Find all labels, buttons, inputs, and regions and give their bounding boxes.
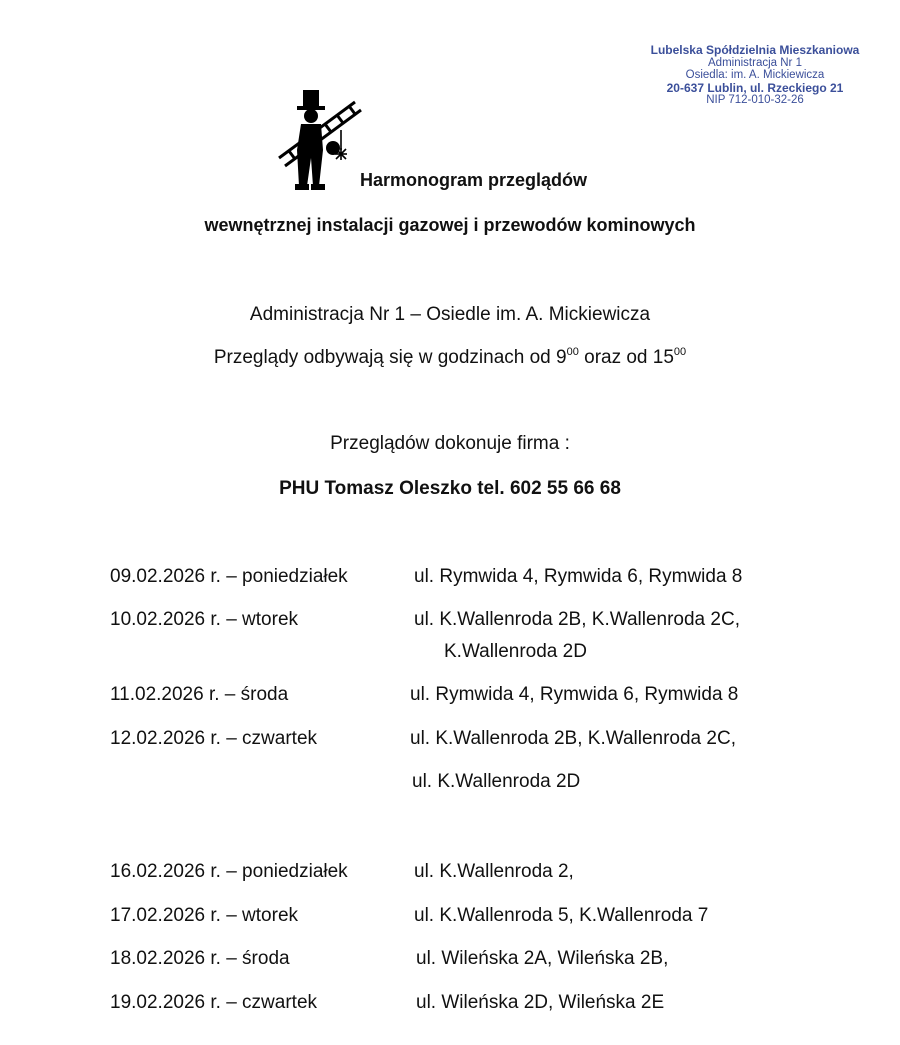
document-title: Harmonogram przeglądów [360,170,588,190]
schedule-date: 11.02.2026 r. – środa [110,684,289,705]
stamp-line: Administracja Nr 1 [708,56,802,69]
schedule-address: ul. Wileńska 2D, Wileńska 2E [416,992,665,1013]
schedule-address: ul. Rymwida 4, Rymwida 6, Rymwida 8 [410,684,739,705]
schedule-address: ul. K.Wallenroda 2, [414,861,574,882]
schedule-address: ul. K.Wallenroda 2B, K.Wallenroda 2C, [414,609,740,630]
hours-sup: 00 [566,346,579,358]
schedule-date: 09.02.2026 r. – poniedziałek [110,566,348,587]
schedule-date: 17.02.2026 r. – wtorek [110,905,299,926]
schedule-date: 18.02.2026 r. – środa [110,948,290,969]
schedule-date: 16.02.2026 r. – poniedziałek [110,861,348,882]
schedule-address: ul. Wileńska 2A, Wileńska 2B, [416,948,669,969]
chimney-sweep-icon [275,88,370,193]
hours-mid: oraz od 15 [578,347,674,368]
hours-text [0,346,900,369]
stamp-line: Osiedla: im. A. Mickiewicza [685,69,825,81]
hours-sup: 00 [673,346,687,358]
schedule-date: 19.02.2026 r. – czwartek [110,992,318,1013]
stamp-line: 20-637 Lublin, ul. Rzeckiego 21 [666,80,844,95]
schedule-date: 10.02.2026 r. – wtorek [110,609,299,630]
stamp-line: NIP 712-010-32-26 [706,94,804,106]
stamp-line: Lubelska Spółdzielnia Mieszkaniowa [650,43,860,57]
schedule-address: ul. Rymwida 4, Rymwida 6, Rymwida 8 [414,566,743,587]
schedule-address: ul. K.Wallenroda 2B, K.Wallenroda 2C, [410,728,736,749]
schedule-address: ul. K.Wallenroda 5, K.Wallenroda 7 [414,905,709,926]
schedule-date: 12.02.2026 r. – czwartek [110,728,318,749]
schedule-address: K.Wallenroda 2D [444,641,587,662]
hours-prefix: Przeglądy odbywają się w godzinach od 9 [213,347,567,368]
company-label: Przeglądów dokonuje firma : [330,433,570,454]
schedule-address: ul. K.Wallenroda 2D [412,771,581,792]
administration-text: Administracja Nr 1 – Osiedle im. A. Mickiewicza [249,304,651,325]
company-name: PHU Tomasz Oleszko tel. 602 55 66 68 [279,478,621,499]
organization-stamp [640,44,870,107]
document-subtitle: wewnętrznej instalacji gazowej i przewodów kominowych [204,215,696,235]
